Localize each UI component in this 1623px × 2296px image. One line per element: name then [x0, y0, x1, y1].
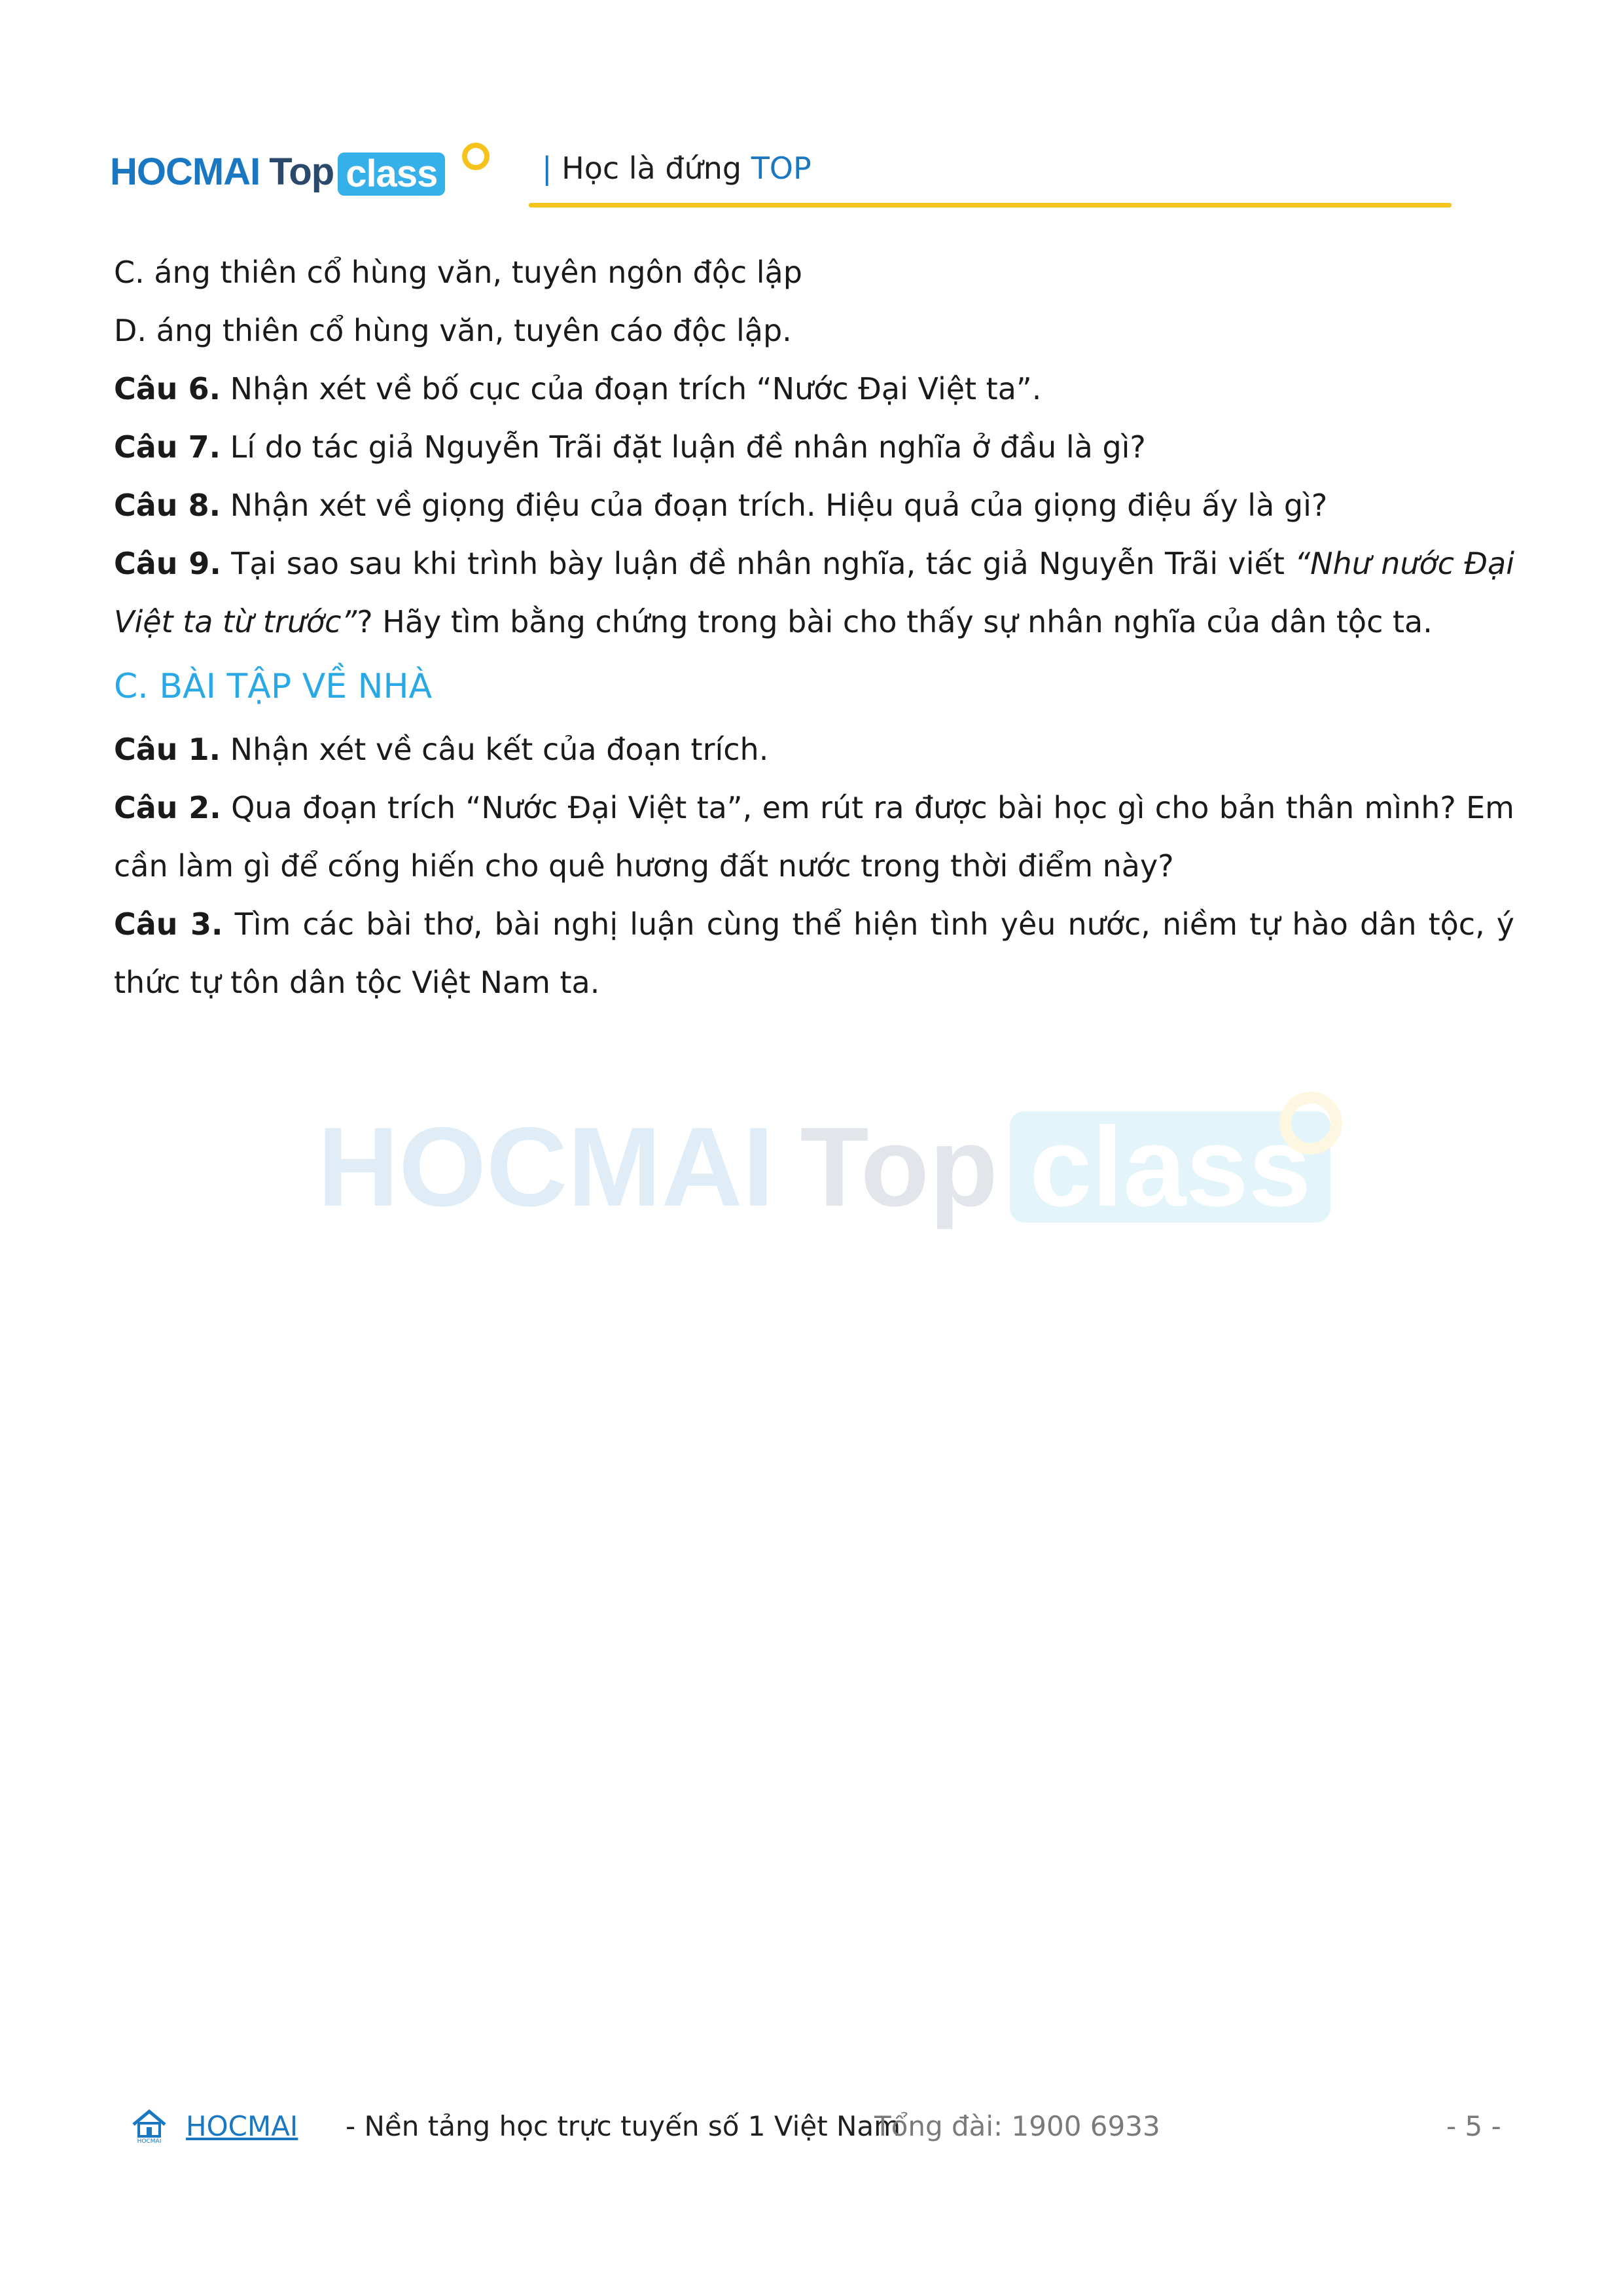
watermark-class: class	[1010, 1111, 1330, 1223]
page-content	[114, 243, 1514, 1012]
question-label: Câu 3.	[114, 906, 223, 942]
watermark-hocmai: HOCMAI	[317, 1104, 774, 1230]
watermark-logo	[317, 1092, 1330, 1242]
question-9	[114, 535, 1514, 651]
homework-2	[114, 779, 1514, 895]
question-label: Câu 6.	[114, 371, 221, 406]
header-logo	[110, 139, 445, 204]
question-8	[114, 476, 1514, 535]
tagline-bar: |	[542, 151, 552, 186]
homework-3	[114, 895, 1514, 1012]
header-tagline	[542, 151, 812, 186]
question-quote: “Như nước Đại Việt ta từ trước”	[114, 546, 1514, 639]
hocmai-house-icon	[128, 2108, 170, 2144]
question-text: Lí do tác giả Nguyễn Trãi đặt luận đề nhân nghĩa ở đầu là gì?	[221, 429, 1146, 465]
page-number: - 5 -	[1446, 2110, 1501, 2142]
homework-1	[114, 721, 1514, 779]
question-text: Nhận xét về bố cục của đoạn trích “Nước Đại Việt ta”.	[221, 371, 1042, 406]
logo-class-text: class	[338, 152, 445, 196]
question-label: Câu 9.	[114, 546, 221, 581]
watermark-top: Top	[800, 1104, 998, 1230]
question-7	[114, 418, 1514, 476]
logo-sun-icon	[462, 143, 490, 170]
answer-option-c: C. áng thiên cổ hùng văn, tuyên ngôn độc lập	[114, 255, 802, 290]
question-text: Nhận xét về giọng điệu của đoạn trích. Hiệu quả của giọng điệu ấy là gì?	[221, 488, 1328, 523]
section-title-homework: C. BÀI TẬP VỀ NHÀ	[114, 667, 433, 706]
question-label: Câu 7.	[114, 429, 221, 465]
footer-hotline: Tổng đài: 1900 6933	[874, 2110, 1160, 2142]
tagline-text: Học là đứng	[562, 151, 742, 186]
tagline-top: TOP	[751, 151, 812, 186]
question-6	[114, 360, 1514, 418]
question-text: Qua đoạn trích “Nước Đại Việt ta”, em rút ra được bài học gì cho bản thân mình? Em cần làm gì để cống hiến cho quê hương đất nước trong thời điểm này?	[114, 790, 1514, 884]
footer-icon-label: HOCMAI	[137, 2138, 162, 2144]
footer-slogan: - Nền tảng học trực tuyến số 1 Việt Nam	[346, 2110, 901, 2142]
question-label: Câu 1.	[114, 732, 221, 767]
watermark-sun-icon	[1279, 1092, 1342, 1155]
footer-hocmai-link[interactable]: HOCMAI	[186, 2110, 298, 2142]
question-label: Câu 2.	[114, 790, 221, 825]
question-label: Câu 8.	[114, 488, 221, 523]
logo-hocmai-text: HOCMAI	[110, 150, 260, 193]
logo-top-text: Top	[269, 150, 334, 193]
page-footer	[128, 2108, 1503, 2147]
answer-option-d: D. áng thiên cổ hùng văn, tuyên cáo độc lập.	[114, 313, 792, 348]
question-text: Tìm các bài thơ, bài nghị luận cùng thể hiện tình yêu nước, niềm tự hào dân tộc, ý thức tự tôn dân tộc Việt Nam ta.	[114, 906, 1514, 1000]
header-divider	[529, 203, 1452, 207]
question-text: Tại sao sau khi trình bày luận đề nhân nghĩa, tác giả Nguyễn Trãi viết	[221, 546, 1295, 581]
question-text: Nhận xét về câu kết của đoạn trích.	[221, 732, 769, 767]
question-text: ? Hãy tìm bằng chứng trong bài cho thấy sự nhân nghĩa của dân tộc ta.	[357, 604, 1433, 639]
